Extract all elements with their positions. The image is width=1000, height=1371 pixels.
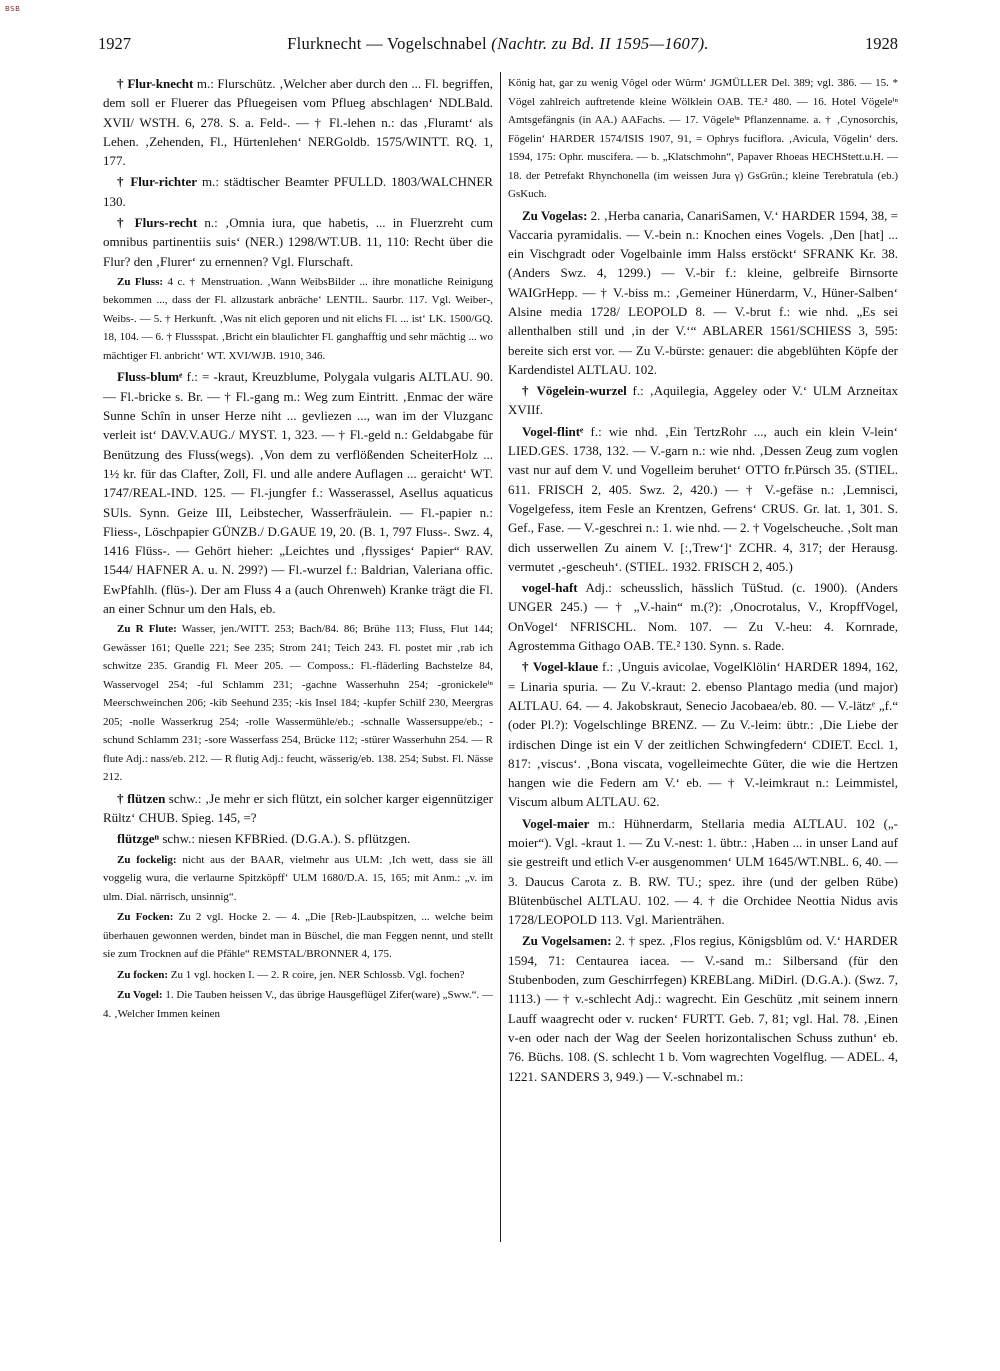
entry-headword: Zu Vogelas:: [522, 207, 588, 223]
entry-headword: Fluss-blumᵉ: [117, 369, 183, 385]
entry-headword: Zu Vogel:: [117, 989, 163, 1002]
entry-headword: Zu Focken:: [117, 911, 174, 924]
dictionary-entry: [103, 986, 493, 1023]
entry-headword: Zu Vogelsamen:: [522, 933, 612, 949]
right-column: [508, 74, 898, 1086]
dictionary-entry: [103, 789, 493, 828]
entry-headword: † Vogel-klaue: [522, 659, 599, 675]
entry-text: 1. Die Tauben heissen V., das übrige Hausgeflügel Zifer(ware) „Sww.“. — 4. ‚Welcher Immen keinen: [103, 989, 493, 1020]
dictionary-entry: [508, 381, 898, 420]
left-column: [103, 74, 493, 1023]
dictionary-entry: [508, 814, 898, 930]
dictionary-entry: [508, 422, 898, 576]
entry-text: 2. ‚Herba canaria, CanariSamen, V.‘ HARDER 1594, 38, = Vaccaria pyramidalis. — V.-bein n.: Knochen eines Vogels. ‚Den [hat] ... ein Vischgradt oder Vogelbainle imm Halss erstöckt‘ SFRANK Kr. 38. (Anders Swz. 4, 1299.) — V.-bir f.: kleine, gelbreife Birnsorte WAIGrHepp. — † V.-biss m.: ‚Gemeiner Hünerdarm, V., Hüner-Salben‘ Alsine media 1728/ LEOPOLD 8. — V.-brut f.: wie nhd. „Es sei allenthalben still und ‚in der V.‘“ ABLARER 1561/SCHIESS 3, 595: bereite sich erst vor. — Zu V.-bürste: genauer: die abgeblühten Köpfe der Kardendistel ALTLAU. 102.: [508, 207, 898, 377]
entry-headword: Zu focken:: [117, 968, 169, 981]
running-title: [98, 34, 898, 54]
running-title-note: (Nachtr. zu Bd. II 1595—1607).: [491, 34, 709, 53]
dictionary-entry: [103, 966, 493, 985]
entry-headword: Vogel-maier: [522, 815, 590, 831]
dictionary-entry: [103, 74, 493, 170]
dictionary-entry: [103, 908, 493, 964]
dictionary-entry: [103, 273, 493, 366]
entry-headword: Zu Fluss:: [117, 275, 164, 288]
dictionary-entry: [508, 206, 898, 380]
entry-text: König hat, gar zu wenig Vôgel oder Wûrm‘ JGMÜLLER Del. 389; vgl. 386. — 15. * Vögel zahlreich auftretende kleine Wölklein OAB. TE.² 480. — 16. Hotel Vögeleⁱⁿ Amtsgefängnis (in AA.) AAFachs. — 17. Vögeleⁱⁿ Pflanzenname. a. † ‚Cynosorchis, Fögelin‘ HARDER 1574/ISIS 1907, 91, = Ophrys fuciflora. ‚Avicula, Vögelin‘ ders. 1594, 175: Ophr. muscifera. — b. „Klatschmohn“, Papaver Rhoeas HECHStett.u.H. — 18. der Petrefakt Rhynchonella (im weissen Jura γ) GsGrün.; kleine Terebratula (eb.) GsKuch.: [508, 77, 898, 200]
dictionary-entry: [103, 172, 493, 211]
entry-headword: Zu fockelig:: [117, 853, 177, 866]
dictionary-entry: [103, 213, 493, 271]
page-number-left: 1927: [98, 34, 131, 53]
entry-text: m.: städtischer Beamter PFULLD. 1803/WALCHNER 130.: [103, 174, 493, 209]
entry-text: Adj.: scheusslich, hässlich TüStud. (c. 1900). (Anders UNGER 245.) — † „V.-hain“ m.(?): ‚Onocrotalus, V., KropffVogel, OnVogel‘ NFRISCHL. Nom. 107. — Zu V.-heu: 4. Kornrade, Agrostemma Githago OAB. TE.² 130. Synn. s. Rade.: [508, 580, 898, 654]
column-divider: [500, 72, 501, 1242]
dictionary-entry: [508, 578, 898, 655]
entry-text: nicht aus der BAAR, vielmehr aus ULM: ‚Ich wett, dass sie äll voggelig wura, die verlaurne Spitzköpff‘ ULM 1680/D.A. 15, 165; mit Anm.: „v. im ulm. Dial. närrisch, unsinnig“.: [103, 853, 493, 903]
entry-headword: † Flurs-recht: [117, 215, 198, 231]
running-title-words: Flurknecht — Vogelschnabel: [287, 34, 487, 53]
entry-headword: flützgeⁿ: [117, 831, 160, 847]
page-number-right: 1928: [865, 34, 898, 53]
entry-text: f.: ‚Aquilegia, Aggeley oder V.‘ ULM Arzneitax XVIIf.: [508, 383, 898, 418]
entry-headword: Vogel-flintᵉ: [522, 423, 584, 439]
entry-text: m.: Flurschütz. ‚Welcher aber durch den ... Fl. begriffen, dem soll er Fluerer das Pfluegeisen vom Pflueg abschlagen‘ NDLBald. XVII/ WSTH. 6, 278. S. a. Feld-. — † Fl.-lehen n.: das ‚Fluramt‘ als Lehen. ‚Zehenden, Fl., Hürtenlehen‘ NERGoldb. 1575/WINTT. RQ. 1, 177.: [103, 76, 493, 169]
entry-text: m.: Hühnerdarm, Stellaria media ALTLAU. 102 („-moier“). Vgl. -kraut 1. — Zu V.-nest: 1. übtr.: ‚Haben ... in unser Land auf sie gestreift und etlich V-er ausgenommen‘ ULM 1645/WT.NBL. 6, 40. — 3. Daucus Carota z. B. RW. TU.; spez. ihre (und der gelben Rübe) Blütenbüschel ALTLAU. 102. — 4. † die Orchidee Neottia Nidus avis 1728/LEOPOLD 113. Vgl. Marienträhen.: [508, 815, 898, 928]
entry-text: f.: wie nhd. ‚Ein TertzRohr ..., auch ein klein V-lein‘ LIED.GES. 1738, 132. — V.-garn n.: wie nhd. ‚Dessen Zeug zum voglen vast nur auf dem V. und Vogelleim beruhet‘ OTTO fr.Pürsch 35. (STIEL. 611. FRISCH 2, 405. Swz. 2, 420.) — † V.-gefäse n.: ‚Lemnisci, Vogelgefess, item Fesle an Krentzen, Gefrens‘ CRUS. Gr. lat. 1, 301. S. Gef., Fase. — V.-geschrei n.: 1. wie nhd. — 2. † Vogelscheuche. ‚Solt man dich usserwellen Zu ainem V. [:‚Trew‘]‘ ZCHR. 4, 317; der Herausg. vermutet ‚-gescheuh‘. (STIEL. 1932. FRISCH 2, 405.): [508, 423, 898, 574]
entry-headword: † Vögelein-wurzel: [522, 383, 627, 399]
dictionary-entry: [103, 620, 493, 787]
entry-text: Wasser, jen./WITT. 253; Bach/84. 86; Brühe 113; Fluss, Flut 144; Gewässer 161; Quelle 221; See 235; Strom 241; Teich 243. Fl. postet mir ‚rab ich schwitze 235. Grandig Fl. Meer 205. — Composs.: Fl.-fläderling Bachstelze 84, Wasservogel 254; -ful Schlamm 231; -gachne Wasserhuhn 254; -gronickeleⁱⁿ Meerschweinchen 206; -kib Seehund 235; -kis Insel 184; -kupfer Schilf 230, Meergras 205; -nolle Wasserkrug 254; -rolle Wassermühle/eb.; -schnalle Wassersuppe/eb.; -schund Schlamm 231; -sore Wasserfass 254, Brücke 112; -stürer Wasserhuhn 254. — R flute Adj.: nass/eb. 212. — R flutig Adj.: feucht, wässerig/eb. 138. 254; Subst. Fl. Nässe 212.: [103, 623, 493, 784]
entry-headword: vogel-haft: [522, 580, 578, 596]
dictionary-entry: [508, 931, 898, 1085]
entry-headword: † flützen: [117, 790, 166, 806]
entry-text: 4 c. † Menstruation. ‚Wann WeibsBilder ... ihre monatliche Reinigung bekommen ..., dass der Fl. allzustark anbräche‘ LENTIL. Saurbr. 117. Vgl. Weiber-, Weibs-. — 5. † Herkunft. ‚Was nit elich geporen und nit elichs Fl. ... ist‘ LK. 1500/GQ. 18, 104. — 6. † Flussspat. ‚Bricht ein blaulichter Fl. ganghafftig und sehr mächtig ... wo mächtiger Fl. anbricht‘ WT. XVI/WJB. 1910, 346.: [103, 275, 493, 362]
dictionary-entry: [103, 829, 493, 848]
entry-headword: † Flur-richter: [117, 174, 197, 190]
entry-headword: Zu R Flute:: [117, 623, 177, 636]
entry-text: Zu 1 vgl. hocken I. — 2. R coire, jen. NER Schlossb. Vgl. fochen?: [168, 968, 465, 981]
dictionary-entry: [103, 367, 493, 618]
entry-headword: † Flur-knecht: [117, 76, 194, 91]
entry-text: schw.: ‚Je mehr er sich flützt, ein solcher karger eigennütziger Rültz‘ CHUB. Spieg. 145, =?: [103, 790, 493, 826]
entry-text: f.: ‚Unguis avicolae, VogelKlölin‘ HARDER 1894, 162, = Linaria spuria. — Zu V.-kraut: 2. ebenso Plantago media (und major) ALTLAU. 64. — 4. Jakobskraut, Senecio Jacobaea/eb. 80. — V.-lätzᵉ „f.“ (oder Pl.?): Vogelschlinge BRENZ. — Zu V.-leim: übtr.: ‚Die Liebe der irdischen Dinge ist ein V der zeitlichen Schwingfedern‘ CDIET. Eccl. 1, 817: ‚viscus‘. ‚Bona viscata, vogelleimechte Güter, die wie die Hertzen hangen wie die Federn am V.‘ eb. — † V.-leimkraut n.: Leimmistel, Viscum album ALTLAU. 62.: [508, 659, 898, 810]
dictionary-entry: [103, 851, 493, 907]
running-header: [98, 34, 898, 56]
dictionary-entry: [508, 74, 898, 204]
entry-text: Zu 2 vgl. Hocke 2. — 4. „Die [Reb-]Laubspitzen, ... welche beim überhauen gewonnen werden, bindet man in Büschel, die man Feggen nennt, und stellt sie zum Trocknen auf die Pfähle“ REMSTAL/BRONNER 4, 175.: [103, 911, 493, 961]
entry-text: 2. † spez. ‚Flos regius, Königsblûm od. V.‘ HARDER 1594, 71: Centaurea iacea. — V.-sand m.: Silbersand (für den Stubenboden, zum Geschirrfegen) KREBLang. MiDirl. (D.G.A.). (Swz. 7, 1113.) — † v.-schlecht Adj.: wagrecht. Ein Geschütz ‚mit seinem innern Lauff waagrecht oder v. rucken‘ FURTT. Geb. 7, 81; vgl. Hal. 78. ‚Einen v-en oder nach der Wag der Seelen horizontalischen Schuss zuthun‘ eb. 76. Büchs. 108. (S. schlecht 1 b. Vom wagrechten Vogelflug. — ADEL. 4, 1221. SANDERS 3, 949.) — V.-schnabel m.:: [508, 933, 898, 1084]
library-stamp: BSB: [5, 5, 21, 13]
entry-text: schw.: niesen KFBRied. (D.G.A.). S. pflützgen.: [159, 831, 411, 847]
dictionary-entry: [508, 657, 898, 811]
entry-text: n.: ‚Omnia iura, que habetis, ... in Fluerzreht cum omnibus partinentiis suis‘ (NER.) 1298/WT.UB. 11, 110: Recht über die Flur? den ‚Flurer‘ zu ernennen? Vgl. Flurschaft.: [103, 215, 493, 269]
entry-text: f.: = -kraut, Kreuzblume, Polygala vulgaris ALTLAU. 90. — Fl.-bricke s. Br. — † Fl.-gang m.: Weg zum Eintritt. ‚Enmac der wäre Sunne Schîn in unser Herze niht ... gevliezen ..., wan im der Vluzganc verleit ist‘ DAV.V.AUG./ MYST. 1, 323. — † Fl.-geld n.: Geldabgabe für Benützung des Fluss(wegs). ‚Von dem zu verflößenden ScheiterHolz ... 1½ kr. für das Clafter, Zoll, Fl. und alle andere Auflagen ... geraicht‘ WT. 1747/REAL-IND. 125. — Fl.-jungfer f.: Wasserassel, Asellus aquaticus SUls. Synn. Geize III, Leibstecher, Wasserfräulein. — Fl.-papier n.: Fliess-, Löschpapier GÜNZB./ D.GAUE 19, 20. (B. 1, 797 Fluss-. Swz. 4, 1416 Flüss-. — Gehört hieher: „Leichtes und ‚flyssiges‘ Papier“ RAV. 1544/ HAFNER A. u. N. 299?) — Fl.-wurzel f.: Baldrian, Valeriana offic. EwPfahlh. (flüs-). Der am Fluss 4 a (auch Ohrenweh) Kranke trägt die Fl. an einer Schnur um den Hals, eb.: [103, 369, 493, 617]
